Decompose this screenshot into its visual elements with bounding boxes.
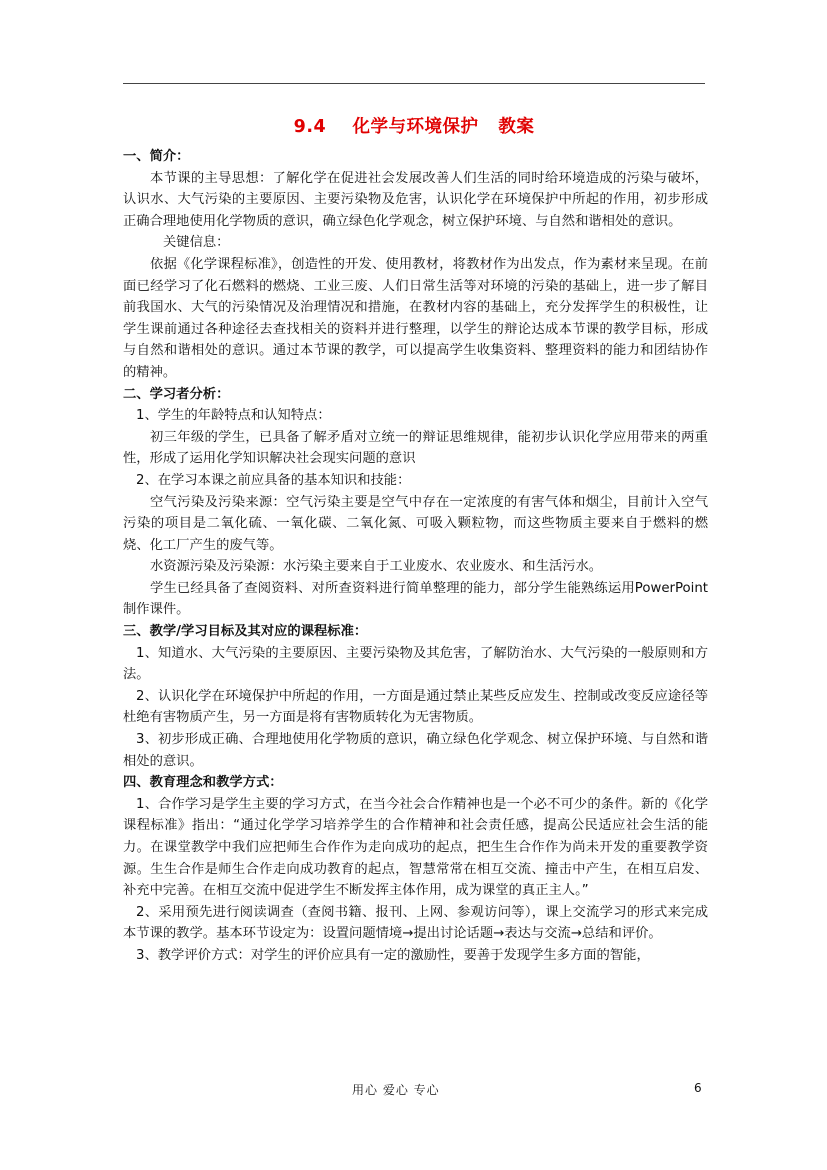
- page-number: 6: [694, 1081, 702, 1095]
- paragraph: 学生已经具备了查阅资料、对所查资料进行简单整理的能力，部分学生能熟练运用PowerPoint 制作课件。: [123, 580, 708, 618]
- paragraph: 2、采用预先进行阅读调查（查阅书籍、报刊、上网、参观访问等），课上交流学习的形式来完成本节课的教学。基本环节设定为：设置问题情境→提出讨论话题→表达与交流→总结和评价。: [123, 904, 708, 942]
- section-heading: 四、教育理念和教学方式：: [123, 775, 283, 791]
- paragraph: 依据《化学课程标准》，创造性的开发、使用教材，将教材作为出发点，作为素材来呈现。在前面已经学习了化石燃料的燃烧、工业三废、人们日常生活等对环境的污染的基础上，进一步了解目前我国水、大气的污染情况及治理情况和措施，在教材内容的基础上，充分发挥学生的积极性，让学生课前通过各种途径去查找相关的资料并进行整理，以学生的辩论达成本节课的教学目标，形成与自然和谐相处的意识。通过本节课的教学，可以提高学生收集资料、整理资料的能力和团结协作的精神。: [123, 256, 708, 380]
- section-heading: 二、学习者分析：: [123, 386, 230, 402]
- paragraph: 本节课的主导思想：了解化学在促进社会发展改善人们生活的同时给环境造成的污染与破坏，认识水、大气污染的主要原因、主要污染物及危害，认识化学在环境保护中所起的作用，初步形成正确合理地使用化学物质的意识，确立绿色化学观念，树立保护环境、与自然和谐相处的意识。: [123, 170, 708, 229]
- document-body: [123, 146, 708, 967]
- header-rule: [123, 83, 705, 84]
- section-heading: 一、简介：: [123, 149, 190, 164]
- paragraph: 1、知道水、大气污染的主要原因、主要污染物及其危害，了解防治水、大气污染的一般原则和方法。: [123, 645, 708, 683]
- paragraph: 空气污染及污染来源：空气污染主要是空气中存在一定浓度的有害气体和烟尘，目前计入空气污染的项目是二氧化硫、一氧化碳、二氧化氮、可吸入颗粒物，而这些物质主要来自于燃料的燃烧、化工厂产生的废气等。: [123, 494, 708, 553]
- paragraph: 3、教学评价方式：对学生的评价应具有一定的激励性，要善于发现学生多方面的智能，: [136, 947, 650, 963]
- paragraph: 关键信息：: [163, 235, 230, 251]
- paragraph: 2、在学习本课之前应具备的基本知识和技能：: [136, 472, 411, 488]
- paragraph: 2、认识化学在环境保护中所起的作用，一方面是通过禁止某些反应发生、控制或改变反应途径等杜绝有害物质产生，另一方面是将有害物质转化为无害物质。: [123, 688, 708, 726]
- paragraph: 1、学生的年龄特点和认知特点：: [136, 408, 331, 424]
- section-heading: 三、教学/学习目标及其对应的课程标准：: [123, 624, 368, 640]
- footer-motto: 用心 爱心 专心: [352, 1083, 440, 1097]
- document-title: 9.4 化学与环境保护 教案: [293, 117, 535, 137]
- paragraph: 3、初步形成正确、合理地使用化学物质的意识，确立绿色化学观念、树立保护环境、与自然和谐相处的意识。: [123, 732, 708, 769]
- paragraph: 初三年级的学生，已具备了解矛盾对立统一的辩证思维规律，能初步认识化学应用带来的两重性，形成了运用化学知识解决社会现实问题的意识: [123, 429, 708, 467]
- paragraph: 水资源污染及污染源：水污染主要来自于工业废水、农业废水、和生活污水。: [150, 559, 603, 575]
- paragraph: 1、合作学习是学生主要的学习方式，在当今社会合作精神也是一个必不可少的条件。新的《化学课程标准》指出：“通过化学学习培养学生的合作精神和社会责任感，提高公民适应社会生活的能力。在课堂教学中我们应把师生合作作为走向成功的起点，把生生合作作为尚未开发的重要教学资源。生生合作是师生合作走向成功教育的起点，智慧常常在相互交流、撞击中产生，在相互启发、补充中完善。在相互交流中促进学生不断发挥主体作用，成为课堂的真正主人。”: [123, 796, 708, 899]
